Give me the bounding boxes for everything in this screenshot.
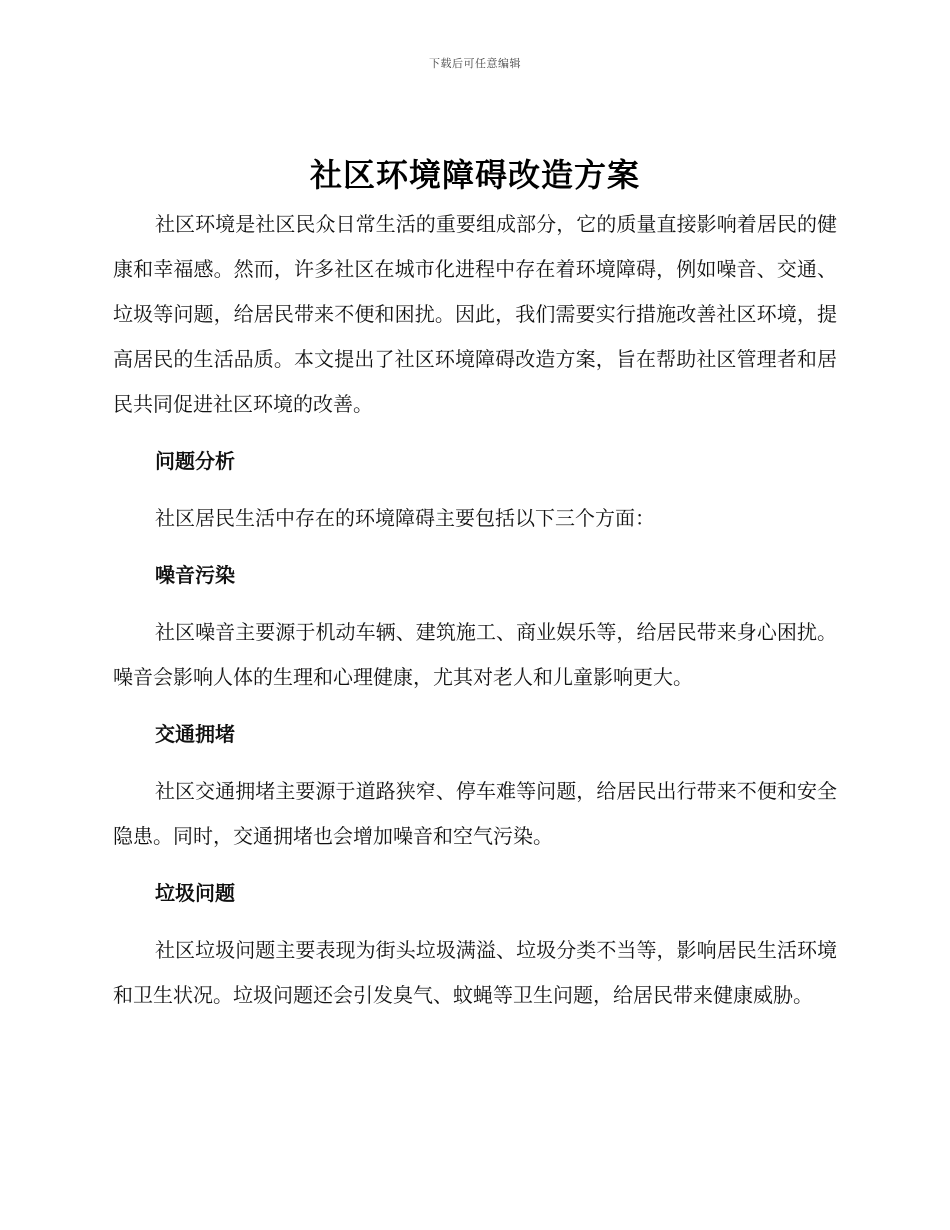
- header-note: 下载后可任意编辑: [429, 57, 521, 70]
- analysis-paragraph: 社区居民生活中存在的环境障碍主要包括以下三个方面：: [155, 506, 655, 530]
- document-body: [113, 202, 837, 1018]
- intro-paragraph: 社区环境是社区民众日常生活的重要组成部分，它的质量直接影响着居民的健康和幸福感。然而，许多社区在城市化进程中存在着环境障碍，例如噪音、交通、垃圾等问题，给居民带来不便和困扰。因此，我们需要实行措施改善社区环境，提高居民的生活品质。本文提出了社区环境障碍改造方案，旨在帮助社区管理者和居民共同促进社区环境的改善。: [113, 212, 837, 416]
- section-heading-analysis: 问题分析: [155, 449, 235, 473]
- document-title: 社区环境障碍改造方案: [309, 156, 640, 194]
- garbage-paragraph: 社区垃圾问题主要表现为街头垃圾满溢、垃圾分类不当等，影响居民生活环境和卫生状况。垃圾问题还会引发臭气、蚊蝇等卫生问题，给居民带来健康威胁。: [113, 938, 837, 1007]
- section-heading-garbage: 垃圾问题: [155, 881, 235, 905]
- section-heading-traffic: 交通拥堵: [155, 722, 235, 746]
- traffic-paragraph: 社区交通拥堵主要源于道路狭窄、停车难等问题，给居民出行带来不便和安全隐患。同时，交通拥堵也会增加噪音和空气污染。: [113, 779, 837, 848]
- section-heading-noise: 噪音污染: [155, 563, 235, 587]
- noise-paragraph: 社区噪音主要源于机动车辆、建筑施工、商业娱乐等，给居民带来身心困扰。噪音会影响人体的生理和心理健康，尤其对老人和儿童影响更大。: [113, 620, 837, 689]
